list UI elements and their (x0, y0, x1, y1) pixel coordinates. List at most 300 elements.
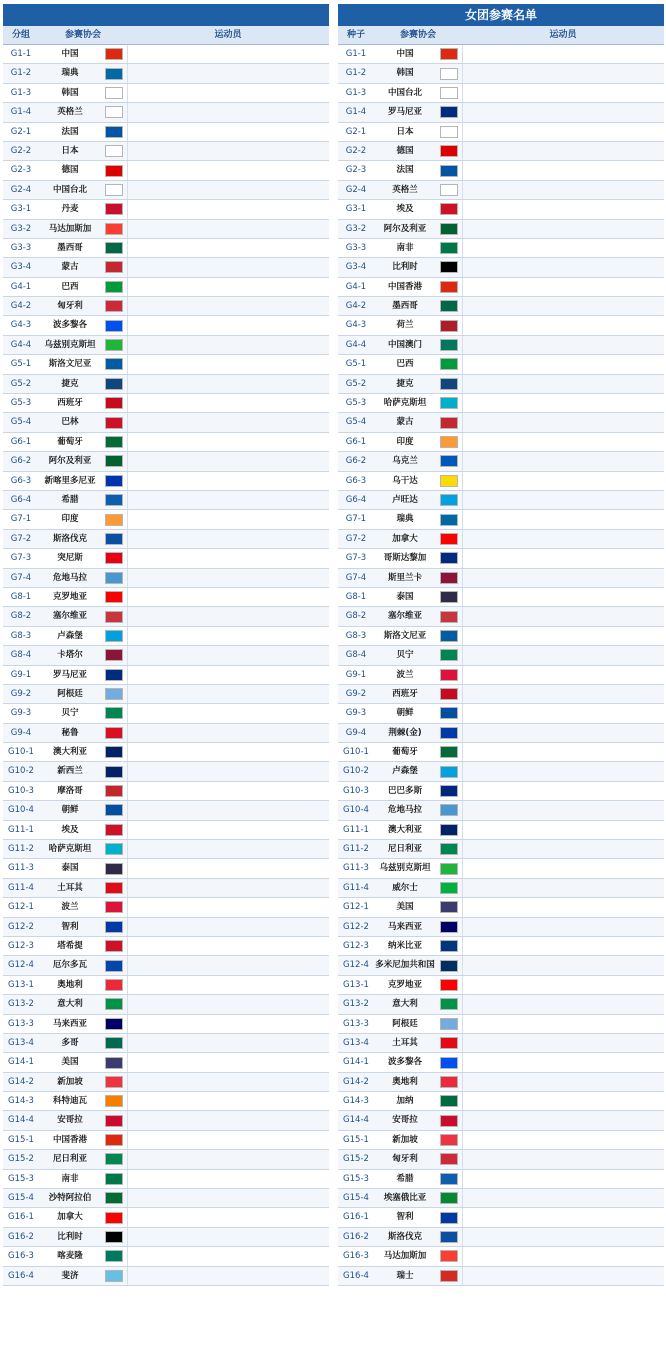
group-cell: G11-2 (8, 844, 34, 855)
table-row (3, 1111, 329, 1130)
flag-icon (440, 572, 458, 584)
flag-icon (440, 533, 458, 545)
association-cell: 中国 (61, 49, 79, 59)
group-cell: G4-1 (345, 281, 367, 292)
group-cell: G12-2 (8, 921, 34, 932)
players-cell (462, 1053, 664, 1071)
flag-cell (101, 1111, 127, 1129)
flag-cell (101, 704, 127, 722)
players-cell (462, 239, 664, 257)
players-cell (127, 200, 329, 218)
flag-cell (101, 782, 127, 800)
table-row (3, 607, 329, 626)
group-cell: G6-3 (10, 475, 32, 486)
association-cell: 瑞典 (61, 68, 79, 79)
flag-cell (101, 239, 127, 257)
flag-cell (436, 413, 462, 431)
flag-icon (105, 514, 123, 526)
flag-cell (101, 123, 127, 141)
flag-icon (105, 1018, 123, 1030)
players-cell (127, 45, 329, 63)
flag-cell (101, 1208, 127, 1226)
players-cell (462, 840, 664, 858)
flag-cell (436, 491, 462, 509)
flag-icon (105, 882, 123, 894)
players-cell (462, 1228, 664, 1246)
flag-icon (440, 1115, 458, 1127)
players-cell (462, 161, 664, 179)
flag-cell (101, 278, 127, 296)
flag-icon (105, 417, 123, 429)
association-cell: 土耳其 (57, 882, 83, 893)
table-row (3, 646, 329, 665)
flag-icon (440, 979, 458, 991)
table-row (3, 316, 329, 335)
flag-icon (440, 514, 458, 526)
association-cell: 克罗地亚 (52, 591, 87, 602)
table-header (3, 26, 329, 45)
table-row (338, 801, 664, 820)
association-cell: 美国 (396, 902, 414, 913)
flag-icon (105, 145, 123, 157)
association-cell: 卢森堡 (392, 766, 418, 777)
flag-icon (440, 843, 458, 855)
flag-icon (105, 1212, 123, 1224)
association-cell: 阿根廷 (57, 688, 83, 699)
flag-cell (101, 375, 127, 393)
players-cell (462, 666, 664, 684)
table-row (338, 1111, 664, 1130)
table-row (3, 685, 329, 704)
flag-icon (105, 1095, 123, 1107)
table-row (3, 123, 329, 142)
flag-cell (101, 1053, 127, 1071)
players-cell (462, 821, 664, 839)
group-cell: G5-3 (345, 398, 367, 409)
group-cell: G1-1 (10, 49, 32, 59)
group-cell: G13-1 (343, 979, 369, 990)
association-cell: 泰国 (61, 863, 79, 874)
flag-icon (105, 746, 123, 758)
table-row (3, 181, 329, 200)
flag-cell (101, 859, 127, 877)
players-cell (127, 297, 329, 315)
players-cell (462, 45, 664, 63)
table-body (338, 45, 664, 1349)
flag-icon (105, 436, 123, 448)
group-cell: G9-4 (10, 727, 32, 738)
players-cell (127, 161, 329, 179)
group-cell: G6-2 (10, 456, 32, 467)
association-cell: 危地马拉 (387, 805, 422, 816)
association-cell: 哥斯达黎加 (383, 553, 427, 564)
table-row (338, 181, 664, 200)
association-cell: 埃及 (396, 204, 414, 215)
association-cell: 乌克兰 (392, 456, 418, 467)
flag-icon (105, 320, 123, 332)
association-cell: 斯里兰卡 (387, 572, 422, 583)
flag-icon (105, 1231, 123, 1243)
flag-cell (101, 607, 127, 625)
table-body (3, 45, 329, 1349)
association-cell: 卢旺达 (392, 494, 418, 505)
association-cell: 蒙古 (396, 417, 414, 428)
players-cell (462, 956, 664, 974)
group-cell: G14-3 (8, 1096, 34, 1107)
flag-icon (440, 785, 458, 797)
table-row (338, 1189, 664, 1208)
table-row (3, 1208, 329, 1227)
flag-icon (440, 940, 458, 952)
group-cell: G4-2 (345, 301, 367, 312)
flag-icon (440, 824, 458, 836)
table-row (3, 743, 329, 762)
association-cell: 波兰 (396, 669, 414, 680)
table-row (338, 859, 664, 878)
flag-icon (105, 1153, 123, 1165)
association-cell: 荆棘(金) (388, 727, 422, 738)
association-cell: 罗马尼亚 (52, 669, 87, 680)
flag-icon (440, 746, 458, 758)
table-row (338, 898, 664, 917)
flag-cell (436, 588, 462, 606)
group-cell: G14-1 (8, 1057, 34, 1068)
association-cell: 斯洛文尼亚 (383, 630, 427, 641)
flag-icon (105, 1057, 123, 1069)
table-row (3, 394, 329, 413)
table-row (338, 627, 664, 646)
group-cell: G7-3 (345, 553, 367, 564)
group-cell: G2-3 (10, 165, 32, 176)
table-title (3, 4, 329, 26)
flag-icon (105, 707, 123, 719)
players-cell (462, 1267, 664, 1285)
flag-icon (105, 126, 123, 138)
table-row (338, 123, 664, 142)
group-cell: G1-4 (10, 107, 32, 118)
flag-cell (436, 1189, 462, 1207)
flag-icon (105, 281, 123, 293)
table-row (338, 1208, 664, 1227)
flag-icon (440, 494, 458, 506)
group-cell: G10-2 (8, 766, 34, 777)
players-cell (462, 1092, 664, 1110)
table-row (3, 297, 329, 316)
association-cell: 智利 (61, 921, 79, 932)
flag-cell (436, 161, 462, 179)
flag-cell (436, 762, 462, 780)
flag-cell (101, 258, 127, 276)
group-cell: G5-1 (345, 359, 367, 370)
flag-cell (436, 685, 462, 703)
flag-cell (101, 530, 127, 548)
players-cell (127, 258, 329, 276)
players-cell (462, 278, 664, 296)
flag-cell (101, 472, 127, 490)
header-group: 分组 (11, 30, 30, 40)
flag-icon (440, 223, 458, 235)
association-cell: 哈萨克斯坦 (383, 398, 427, 409)
group-cell: G4-1 (10, 281, 32, 292)
association-cell: 朝鲜 (396, 708, 414, 719)
association-cell: 安哥拉 (392, 1115, 418, 1126)
flag-cell (101, 1073, 127, 1091)
group-cell: G6-2 (345, 456, 367, 467)
group-cell: G14-1 (343, 1057, 369, 1068)
table-row (3, 530, 329, 549)
players-cell (127, 898, 329, 916)
group-cell: G16-3 (8, 1251, 34, 1262)
players-cell (127, 142, 329, 160)
table-row (3, 375, 329, 394)
group-cell: G1-3 (345, 87, 367, 98)
flag-cell (101, 433, 127, 451)
women-team-table (338, 4, 664, 1349)
players-cell (127, 724, 329, 742)
association-cell: 希腊 (396, 1173, 414, 1184)
association-cell: 美国 (61, 1057, 79, 1068)
flag-icon (440, 145, 458, 157)
association-cell: 波多黎各 (387, 1057, 422, 1068)
flag-icon (105, 863, 123, 875)
players-cell (462, 801, 664, 819)
table-row (3, 762, 329, 781)
players-cell (127, 1228, 329, 1246)
players-cell (127, 1053, 329, 1071)
association-cell: 塔希提 (57, 940, 83, 951)
association-cell: 蒙古 (61, 262, 79, 273)
group-cell: G3-3 (10, 242, 32, 253)
flag-cell (436, 239, 462, 257)
association-cell: 丹麦 (61, 204, 79, 215)
flag-icon (105, 397, 123, 409)
table-row (338, 278, 664, 297)
flag-cell (101, 142, 127, 160)
association-cell: 危地马拉 (52, 572, 87, 583)
flag-cell (101, 452, 127, 470)
flag-icon (105, 630, 123, 642)
flag-cell (101, 762, 127, 780)
players-cell (127, 704, 329, 722)
players-cell (127, 394, 329, 412)
group-cell: G15-1 (343, 1134, 369, 1145)
table-row (3, 704, 329, 723)
players-cell (462, 142, 664, 160)
association-cell: 希腊 (61, 494, 79, 505)
association-cell: 斯洛伐克 (387, 1231, 422, 1242)
flag-icon (440, 707, 458, 719)
association-cell: 墨西哥 (57, 242, 83, 253)
table-row (3, 452, 329, 471)
players-cell (462, 1111, 664, 1129)
players-cell (127, 1131, 329, 1149)
flag-icon (105, 766, 123, 778)
players-cell (462, 918, 664, 936)
group-cell: G10-1 (343, 747, 369, 758)
association-cell: 斯洛伐克 (52, 533, 87, 544)
flag-icon (440, 68, 458, 80)
table-row (3, 200, 329, 219)
flag-cell (436, 1247, 462, 1265)
flag-icon (105, 68, 123, 80)
group-cell: G13-4 (343, 1037, 369, 1048)
players-cell (462, 1189, 664, 1207)
flag-cell (436, 859, 462, 877)
table-row (338, 840, 664, 859)
group-cell: G7-1 (345, 514, 367, 525)
association-cell: 中国香港 (52, 1134, 87, 1145)
players-cell (462, 103, 664, 121)
association-cell: 土耳其 (392, 1037, 418, 1048)
association-cell: 尼日利亚 (387, 844, 422, 855)
group-cell: G2-2 (345, 145, 367, 156)
flag-icon (440, 455, 458, 467)
flag-cell (436, 743, 462, 761)
flag-cell (101, 1015, 127, 1033)
flag-cell (101, 821, 127, 839)
table-row (3, 627, 329, 646)
association-cell: 朝鲜 (61, 805, 79, 816)
association-cell: 比利时 (57, 1231, 83, 1242)
players-cell (127, 510, 329, 528)
flag-cell (101, 956, 127, 974)
group-cell: G8-1 (345, 591, 367, 602)
flag-cell (436, 220, 462, 238)
group-cell: G14-2 (8, 1076, 34, 1087)
association-cell: 威尔士 (392, 882, 418, 893)
table-row (338, 84, 664, 103)
association-cell: 中国香港 (387, 281, 422, 292)
flag-icon (440, 397, 458, 409)
group-cell: G6-4 (345, 494, 367, 505)
flag-cell (101, 181, 127, 199)
group-cell: G12-1 (343, 902, 369, 913)
association-cell: 马来西亚 (52, 1018, 87, 1029)
group-cell: G11-2 (343, 844, 369, 855)
players-cell (462, 646, 664, 664)
flag-cell (436, 801, 462, 819)
table-row (3, 782, 329, 801)
group-cell: G9-2 (10, 688, 32, 699)
flag-icon (105, 688, 123, 700)
group-cell: G1-1 (345, 49, 367, 59)
table-row (3, 142, 329, 161)
flag-cell (436, 1170, 462, 1188)
flag-cell (436, 142, 462, 160)
association-cell: 韩国 (396, 68, 414, 79)
players-cell (462, 472, 664, 490)
players-cell (127, 956, 329, 974)
flag-icon (105, 1037, 123, 1049)
group-cell: G8-2 (10, 611, 32, 622)
flag-icon (440, 1057, 458, 1069)
association-cell: 中国澳门 (387, 339, 422, 350)
players-cell (127, 1247, 329, 1265)
players-cell (462, 510, 664, 528)
group-cell: G7-3 (10, 553, 32, 564)
flag-icon (105, 1250, 123, 1262)
players-cell (462, 704, 664, 722)
players-cell (127, 1189, 329, 1207)
players-cell (462, 64, 664, 82)
flag-icon (105, 1134, 123, 1146)
table-row (338, 103, 664, 122)
flag-cell (101, 1228, 127, 1246)
group-cell: G7-2 (10, 533, 32, 544)
flag-cell (101, 898, 127, 916)
flag-cell (436, 1150, 462, 1168)
group-cell: G12-3 (8, 940, 34, 951)
flag-icon (440, 281, 458, 293)
group-cell: G4-2 (10, 301, 32, 312)
flag-icon (105, 87, 123, 99)
flag-icon (440, 1134, 458, 1146)
flag-icon (105, 785, 123, 797)
group-cell: G3-3 (345, 242, 367, 253)
association-cell: 法国 (396, 165, 414, 176)
group-cell: G8-3 (10, 630, 32, 641)
table-row (338, 375, 664, 394)
players-cell (462, 181, 664, 199)
players-cell (462, 394, 664, 412)
flag-cell (101, 627, 127, 645)
flag-cell (436, 84, 462, 102)
table-row (3, 491, 329, 510)
association-cell: 澳大利亚 (52, 747, 87, 758)
flag-icon (440, 184, 458, 196)
players-cell (462, 316, 664, 334)
flag-cell (436, 355, 462, 373)
group-cell: G5-4 (10, 417, 32, 428)
association-cell: 奥地利 (392, 1076, 418, 1087)
players-cell (127, 646, 329, 664)
players-cell (462, 220, 664, 238)
men-team-table (3, 4, 329, 1349)
association-cell: 瑞士 (396, 1270, 414, 1281)
players-cell (127, 569, 329, 587)
table-row (3, 1170, 329, 1189)
group-cell: G3-1 (10, 204, 32, 215)
players-cell (462, 549, 664, 567)
flag-icon (105, 533, 123, 545)
group-cell: G16-4 (8, 1270, 34, 1281)
flag-cell (436, 1208, 462, 1226)
table-row (338, 724, 664, 743)
association-cell: 新喀里多尼亚 (44, 475, 96, 486)
flag-cell (436, 530, 462, 548)
group-cell: G10-4 (8, 805, 34, 816)
flag-cell (436, 898, 462, 916)
flag-cell (101, 1267, 127, 1285)
flag-icon (440, 1212, 458, 1224)
players-cell (127, 1015, 329, 1033)
flag-icon (440, 1076, 458, 1088)
flag-cell (436, 937, 462, 955)
table-row (338, 472, 664, 491)
players-cell (127, 801, 329, 819)
flag-icon (440, 1173, 458, 1185)
table-row (3, 413, 329, 432)
players-cell (127, 762, 329, 780)
table-row (338, 607, 664, 626)
players-cell (462, 1170, 664, 1188)
players-cell (462, 84, 664, 102)
group-cell: G8-4 (345, 650, 367, 661)
players-cell (127, 1150, 329, 1168)
players-cell (462, 1131, 664, 1149)
association-cell: 贝宁 (61, 708, 79, 719)
flag-cell (436, 278, 462, 296)
